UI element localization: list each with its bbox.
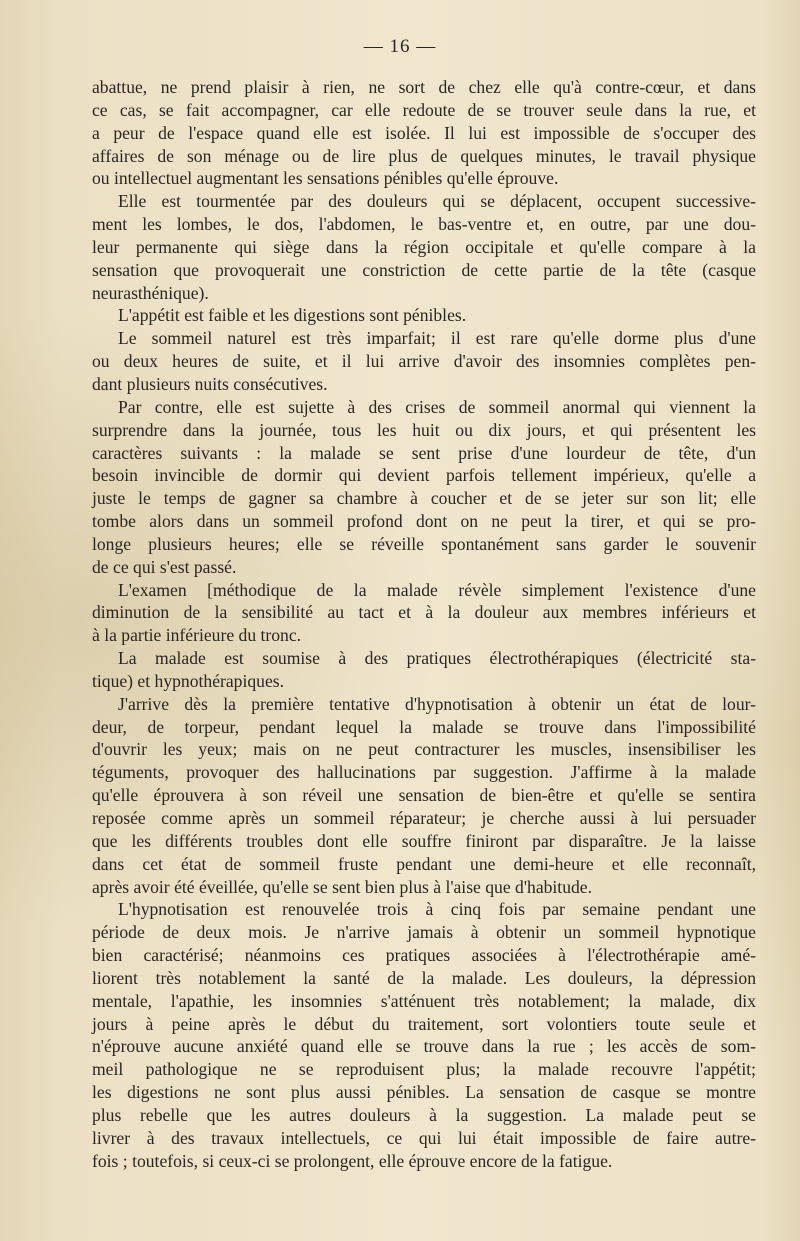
paragraph (92, 327, 756, 396)
text-line: L'hypnotisation est renouvelée trois à cinq fois par semaine pendant une (118, 899, 756, 920)
text-line: après avoir été éveillée, qu'elle se sent bien plus à l'aise que d'habitude. (92, 876, 592, 897)
text-line: J'arrive dès la première tentative d'hypnotisation à obtenir un état de lour- (118, 693, 756, 714)
text-line: juste le temps de gagner sa chambre à coucher et de se jeter sur son lit; elle (92, 488, 756, 509)
text-line: meil pathologique ne se reproduisent plus; la malade recouvre l'appétit; (92, 1059, 756, 1080)
paragraph (92, 76, 756, 190)
text-line: leur permanente qui siège dans la région occipitale et qu'elle compare à la (92, 236, 756, 257)
text-line: fois ; toutefois, si ceux-ci se prolongent, elle éprouve encore de la fatigue. (92, 1150, 613, 1171)
text-line: livrer à des travaux intellectuels, ce qui lui était impossible de faire autre- (92, 1127, 756, 1148)
paragraph (92, 693, 756, 899)
text-line: caractères suivants : la malade se sent prise d'une lourdeur de tête, d'un (92, 442, 756, 463)
paragraph (92, 647, 756, 693)
text-line: à la partie inférieure du tronc. (92, 625, 302, 646)
paragraph (92, 579, 756, 648)
paragraph (92, 396, 756, 579)
text-line: de ce qui s'est passé. (92, 556, 237, 577)
text-line: ou deux heures de suite, et il lui arrive d'avoir des insomnies complètes pen- (92, 351, 756, 372)
text-line: les digestions ne sont plus aussi pénibles. La sensation de casque se montre (92, 1082, 756, 1103)
paragraph (92, 304, 756, 327)
text-line: L'examen [méthodique de la malade révèle simplement l'existence d'une (118, 579, 756, 600)
text-line: ce cas, se fait accompagner, car elle redoute de se trouver seule dans la rue, et (92, 99, 756, 120)
text-line: affaires de son ménage ou de lire plus de quelques minutes, le travail physique (92, 145, 756, 166)
text-line: ment les lombes, le dos, l'abdomen, le bas-ventre et, en outre, par une dou- (92, 214, 756, 235)
paragraph (92, 898, 756, 1172)
text-line: sensation que provoquerait une constriction de cette partie de la tête (casque (92, 259, 756, 280)
text-line: dant plusieurs nuits consécutives. (92, 373, 328, 394)
text-line: jours à peine après le début du traitement, sort volontiers toute seule et (92, 1013, 756, 1034)
text-line: tique) et hypnothérapiques. (92, 670, 285, 691)
text-line: a peur de l'espace quand elle est isolée. Il lui est impossible de s'occuper des (92, 122, 756, 143)
text-line: besoin invincible de dormir qui devient parfois tellement impérieux, qu'elle a (92, 465, 756, 486)
text-line: Par contre, elle est sujette à des crises de sommeil anormal qui viennent la (118, 396, 756, 417)
text-line: diminution de la sensibilité au tact et à la douleur aux membres inférieurs et (92, 602, 756, 623)
text-line: bien caractérisé; néanmoins ces pratiques associées à l'électrothérapie amé- (92, 945, 756, 966)
text-line: plus rebelle que les autres douleurs à la suggestion. La malade peut se (92, 1104, 756, 1125)
text-line: dans cet état de sommeil fruste pendant une demi-heure et elle reconnaît, (92, 853, 756, 874)
text-line: période de deux mois. Je n'arrive jamais à obtenir un sommeil hypnotique (92, 922, 756, 943)
text-line: La malade est soumise à des pratiques électrothérapiques (électricité sta- (118, 648, 756, 669)
text-line: liorent très notablement la santé de la malade. Les douleurs, la dépression (92, 967, 756, 988)
text-line: n'éprouve aucune anxiété quand elle se trouve dans la rue ; les accès de som- (92, 1036, 756, 1057)
text-line: d'ouvrir les yeux; mais on ne peut contracturer les muscles, insensibiliser les (92, 739, 756, 760)
text-line: Le sommeil naturel est très imparfait; il est rare qu'elle dorme plus d'une (118, 328, 756, 349)
text-line: abattue, ne prend plaisir à rien, ne sort de chez elle qu'à contre-cœur, et dans (92, 77, 756, 97)
paragraph (92, 190, 756, 304)
text-line: Elle est tourmentée par des douleurs qui se déplacent, occupent successive- (118, 191, 756, 212)
text-line: reposée comme après un sommeil réparateur; je cherche aussi à lui persuader (92, 808, 756, 828)
text-line: mentale, l'apathie, les insomnies s'atténuent très notablement; la malade, dix (92, 990, 756, 1011)
text-line: ou intellectuel augmentant les sensations pénibles qu'elle éprouve. (92, 168, 559, 189)
text-line: longe plusieurs heures; elle se réveille spontanément sans garder le souvenir (92, 533, 756, 554)
text-line: deur, de torpeur, pendant lequel la malade se trouve dans l'impossibilité (92, 716, 756, 737)
page-number: — 16 — (363, 36, 437, 57)
text-line: téguments, provoquer des hallucinations par suggestion. J'affirme à la malade (92, 762, 756, 783)
text-line: L'appétit est faible et les digestions sont pénibles. (118, 305, 467, 326)
text-line: que les différents troubles dont elle souffre finiront par disparaître. Je la laisse (92, 830, 756, 851)
text-line: neurasthénique). (92, 282, 209, 303)
body-text (92, 76, 756, 1173)
text-line: tombe alors dans un sommeil profond dont on ne peut la tirer, et qui se pro- (92, 511, 756, 532)
text-line: qu'elle éprouvera à son réveil une sensation de bien-être et qu'elle se sentira (92, 785, 756, 806)
text-line: surprendre dans la journée, tous les huit ou dix jours, et qui présentent les (92, 419, 756, 440)
